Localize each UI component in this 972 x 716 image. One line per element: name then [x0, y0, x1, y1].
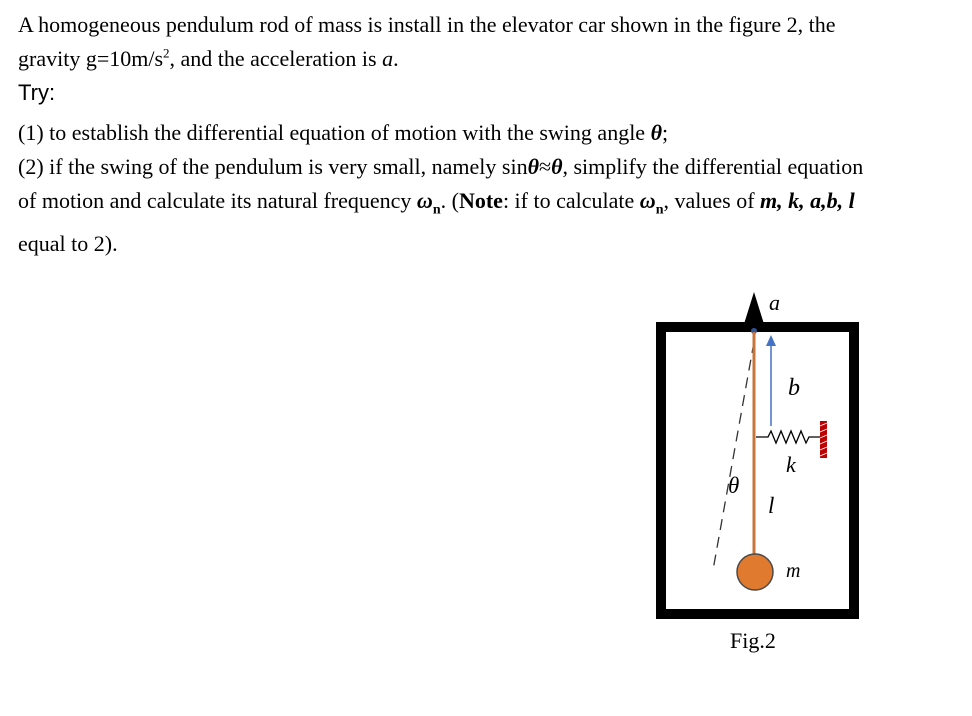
omega-n-symbol-note [639, 188, 664, 218]
omega-n-symbol [416, 188, 441, 218]
dimension-b-arrowhead-icon [766, 335, 776, 346]
variables-list: m, k, a,b, l [760, 188, 855, 213]
pendulum-bob [737, 554, 773, 590]
question-1-text: (1) to establish the differential equation of motion with the swing angle [18, 120, 651, 145]
label-l: l [768, 493, 775, 518]
label-k: k [786, 452, 796, 477]
question-2-line-3 [18, 227, 958, 261]
question-1-end: ; [662, 120, 669, 145]
natural-frequency-text: of motion and calculate its natural frequency [18, 188, 417, 213]
question-2-line-2 [18, 184, 958, 227]
note-open: . ( [440, 188, 459, 213]
acceleration-symbol: a [382, 46, 394, 71]
equal-to-text: equal to 2). [18, 231, 118, 257]
theta-symbol-sin: θ [527, 154, 539, 179]
label-b: b [788, 375, 800, 401]
question-2-line-1 [18, 150, 958, 184]
approx-symbol: ≈ [539, 154, 552, 179]
gravity-text: gravity g=10m/s [18, 46, 164, 71]
label-a: a [769, 290, 780, 315]
line2-period: . [393, 46, 399, 71]
acceleration-text: , and the acceleration is [169, 46, 383, 71]
note-label: Note [458, 188, 503, 213]
question-2-continued: , simplify the differential equation [562, 154, 864, 179]
problem-line-2 [18, 42, 958, 76]
note-text: : if to calculate [502, 188, 640, 213]
label-m: m [786, 560, 801, 582]
values-of-text: , values of [663, 188, 761, 213]
question-2-text: (2) if the swing of the pendulum is very small, namely sin [18, 154, 528, 179]
problem-intro-text: A homogeneous pendulum rod of mass is install in the elevator car shown in the figure 2, the [18, 12, 836, 37]
figure-caption: Fig.2 [730, 628, 776, 653]
problem-statement [18, 8, 958, 261]
spring [756, 431, 820, 443]
pendulum-figure [640, 280, 880, 680]
try-line [18, 76, 958, 110]
omega-char-note: ω [639, 188, 656, 213]
swing-reference-dashed-line [713, 342, 754, 570]
try-label: Try: [18, 80, 56, 105]
label-theta: θ [728, 473, 740, 498]
problem-line-1 [18, 8, 958, 42]
gravity-exponent: 2 [163, 45, 170, 61]
acceleration-arrow-icon [744, 292, 764, 324]
theta-symbol-q1: θ [650, 120, 662, 145]
omega-subscript: n [432, 202, 441, 218]
spring-wall-hatch [820, 421, 827, 458]
theta-symbol-approx: θ [551, 154, 563, 179]
question-1 [18, 116, 958, 150]
omega-subscript-note: n [655, 202, 664, 218]
pendulum-diagram [640, 280, 880, 680]
omega-char: ω [416, 188, 433, 213]
